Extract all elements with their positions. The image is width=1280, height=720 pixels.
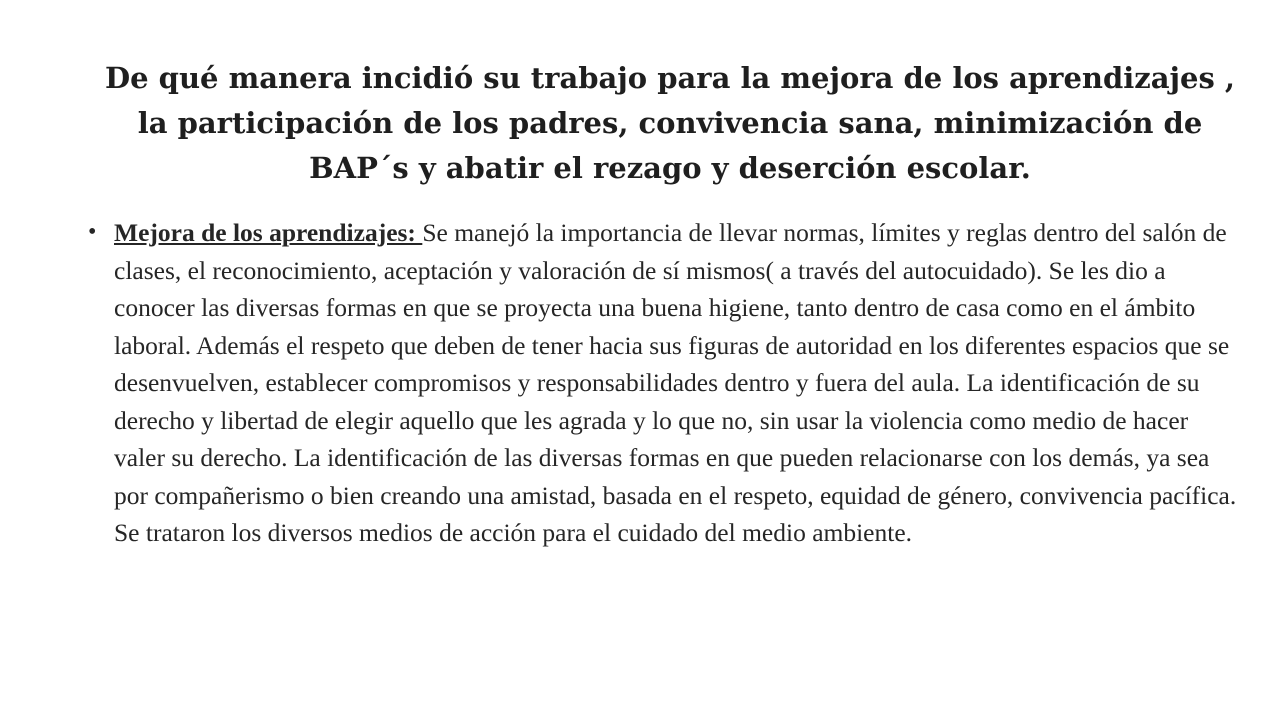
bullet-label: Mejora de los aprendizajes: [114, 218, 423, 247]
bullet-marker: • [88, 219, 97, 245]
title-line-1: De qué manera incidió su trabajo para la mejora de los aprendizajes , [104, 61, 1236, 95]
slide-title [100, 56, 1240, 191]
bullet-text: Se manejó la importancia de llevar normas, límites y reglas dentro del salón de clases, el reconocimiento, aceptación y valoración de sí mismos( a través del autocuidado). Se les dio a conocer las diversas formas en que se proyecta una buena higiene, tanto dentro de casa como en el ámbito laboral. Además el respeto que deben de tener hacia sus figuras de autoridad en los diferentes espacios que se desenvuelven, establecer compromisos y responsabilidades dentro y fuera del aula. La identificación de su derecho y libertad de elegir aquello que les agrada y lo que no, sin usar la violencia como medio de hacer valer su derecho. La identificación de las diversas formas en que pueden relacionarse con los demás, ya sea por compañerismo o bien creando una amistad, basada en el respeto, equidad de género, convivencia pacífica. Se trataron los diversos medios de acción para el cuidado del medio ambiente. [114, 218, 1237, 547]
title-line-2: la participación de los padres, convivencia sana, minimización de [137, 106, 1203, 140]
bullet-item [88, 214, 1244, 552]
slide-body [88, 214, 1244, 552]
title-line-3: BAP´s y abatir el rezago y deserción escolar. [309, 151, 1031, 185]
